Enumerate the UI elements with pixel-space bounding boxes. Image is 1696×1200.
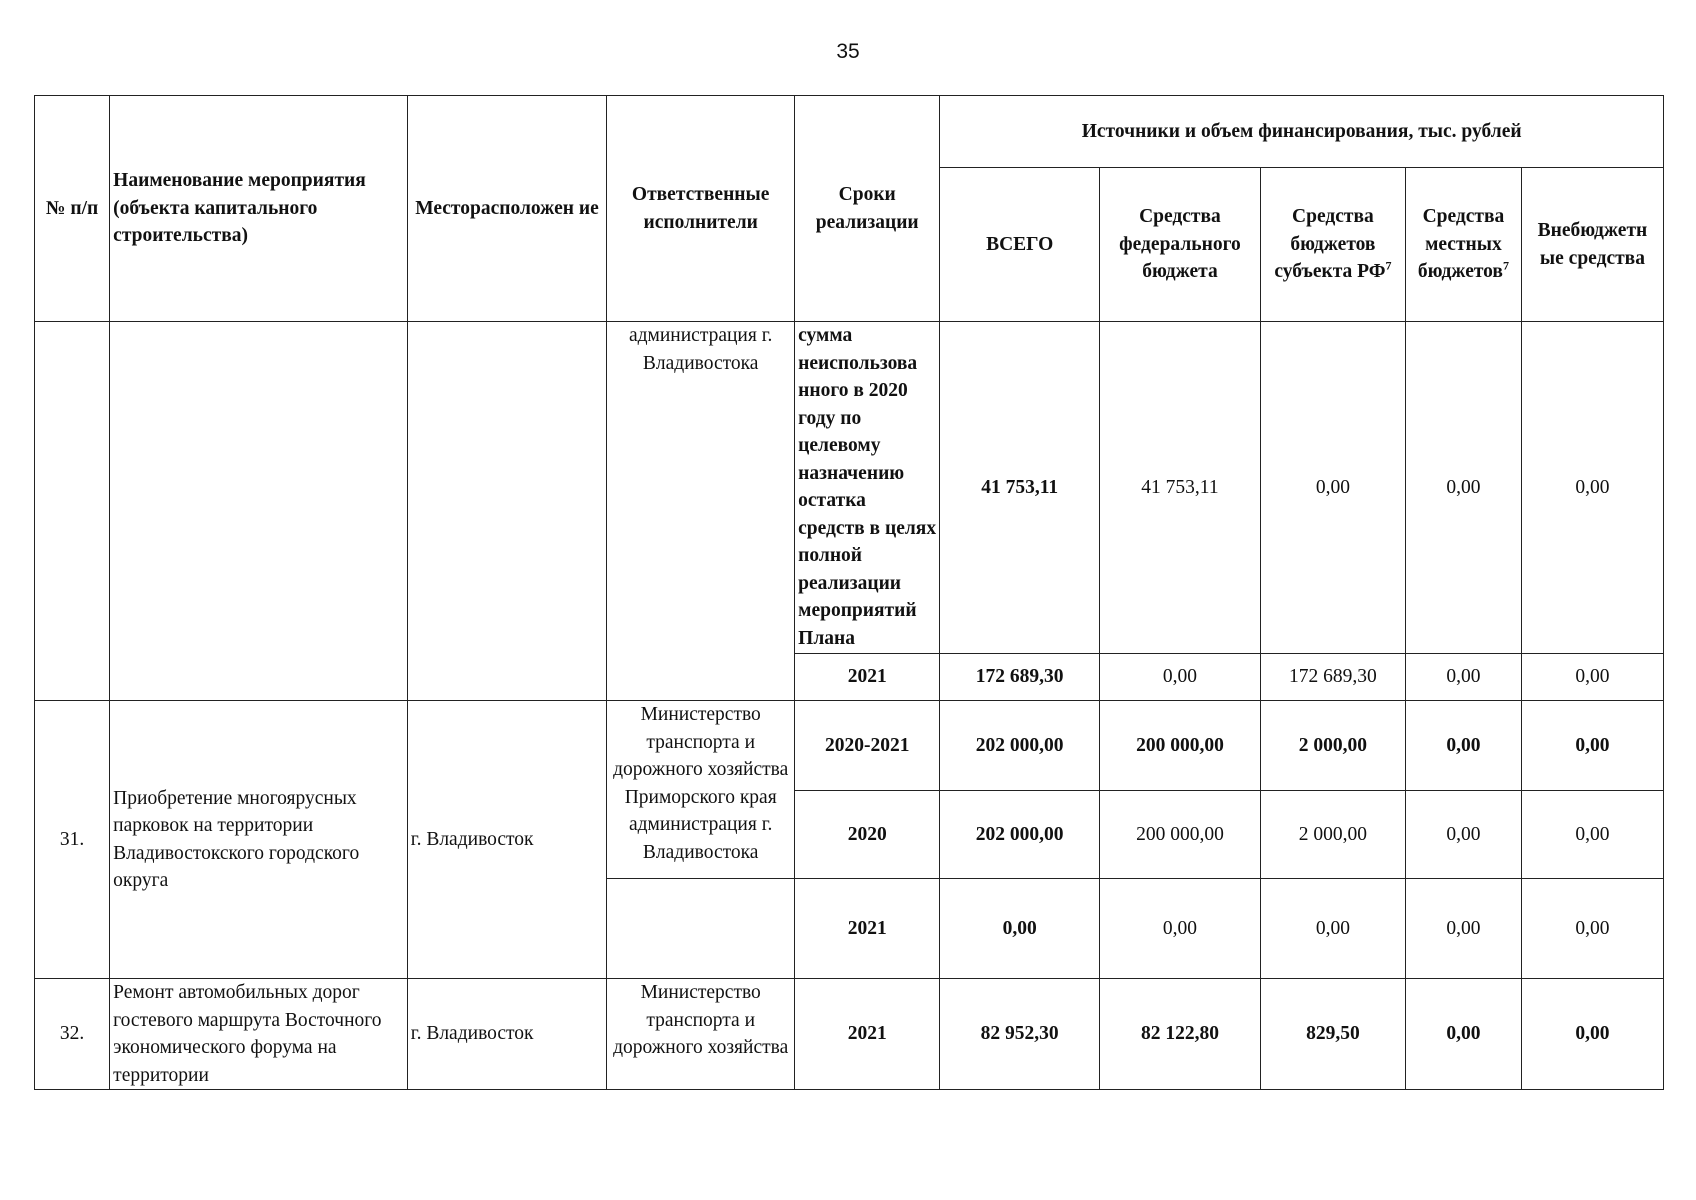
item31-period: 2020-2021: [795, 701, 940, 791]
item32-federal: 82 122,80: [1100, 979, 1261, 1090]
header-period: Сроки реализации: [795, 96, 940, 322]
cont-responsible: администрация г. Владивостока: [607, 322, 795, 701]
item32-local: 0,00: [1405, 979, 1521, 1090]
item32-num: 32.: [35, 979, 110, 1090]
item31-name: Приобретение многоярусных парковок на территории Владивостокского городского округа: [110, 701, 408, 979]
header-extra: Внебюджетн ые средства: [1521, 168, 1663, 322]
cont-federal: 0,00: [1100, 654, 1261, 701]
header-local-label: Средства местных бюджетов: [1417, 206, 1505, 283]
header-location: Месторасположен ие: [407, 96, 606, 322]
item31-responsible-tail: [607, 879, 795, 979]
item31-local: 0,00: [1405, 879, 1521, 979]
cont-extra: 0,00: [1521, 322, 1663, 654]
item31-num: 31.: [35, 701, 110, 979]
item32-name: Ремонт автомобильных дорог гостевого маршрута Восточного экономического форума на территории: [110, 979, 408, 1090]
item31-regional: 0,00: [1260, 879, 1405, 979]
page-number: 35: [836, 40, 860, 63]
item32-total: 82 952,30: [940, 979, 1100, 1090]
cont-federal: 41 753,11: [1100, 322, 1261, 654]
header-sources: Источники и объем финансирования, тыс. рублей: [940, 96, 1664, 168]
cont-name-cell: [110, 322, 408, 701]
cont-regional: 0,00: [1260, 322, 1405, 654]
item32-responsible: Министерство транспорта и дорожного хозяйства: [607, 979, 795, 1090]
item31-extra: 0,00: [1521, 879, 1663, 979]
item32-extra: 0,00: [1521, 979, 1663, 1090]
header-federal: Средства федерального бюджета: [1100, 168, 1261, 322]
item31-total: 202 000,00: [940, 701, 1100, 791]
cont-num-cell: [35, 322, 110, 701]
table-row: [35, 701, 1664, 791]
header-num: № п/п: [35, 96, 110, 322]
item31-local: 0,00: [1405, 701, 1521, 791]
table-row: [35, 979, 1664, 1090]
item31-regional: 2 000,00: [1260, 791, 1405, 879]
footnote-ref: 7: [1502, 258, 1509, 273]
item31-total: 0,00: [940, 879, 1100, 979]
item31-regional: 2 000,00: [1260, 701, 1405, 791]
header-row-1: [35, 96, 1664, 168]
cont-location-cell: [407, 322, 606, 701]
cont-period: сумма неиспользова нного в 2020 году по целевому назначению остатка средств в целях полной реализации мероприятий Плана: [795, 322, 940, 654]
item31-total: 202 000,00: [940, 791, 1100, 879]
footnote-ref: 7: [1385, 258, 1392, 273]
item31-responsible: Министерство транспорта и дорожного хозяйства Приморского края администрация г. Владивостока: [607, 701, 795, 879]
cont-regional: 172 689,30: [1260, 654, 1405, 701]
header-regional: [1260, 168, 1405, 322]
item32-regional: 829,50: [1260, 979, 1405, 1090]
header-local: [1405, 168, 1521, 322]
header-responsible: Ответственные исполнители: [607, 96, 795, 322]
financing-table: [34, 95, 1664, 1090]
table-row: [35, 322, 1664, 654]
item31-period: 2021: [795, 879, 940, 979]
cont-local: 0,00: [1405, 654, 1521, 701]
item31-extra: 0,00: [1521, 701, 1663, 791]
cont-total: 41 753,11: [940, 322, 1100, 654]
cont-local: 0,00: [1405, 322, 1521, 654]
item31-federal: 200 000,00: [1100, 791, 1261, 879]
header-name: Наименование мероприятия (объекта капитального строительства): [110, 96, 408, 322]
item32-period: 2021: [795, 979, 940, 1090]
item31-local: 0,00: [1405, 791, 1521, 879]
item31-period: 2020: [795, 791, 940, 879]
item32-location: г. Владивосток: [407, 979, 606, 1090]
header-regional-label: Средства бюджетов субъекта РФ: [1274, 206, 1386, 283]
item31-extra: 0,00: [1521, 791, 1663, 879]
item31-location: г. Владивосток: [407, 701, 606, 979]
cont-extra: 0,00: [1521, 654, 1663, 701]
cont-period: 2021: [795, 654, 940, 701]
header-total: ВСЕГО: [940, 168, 1100, 322]
cont-total: 172 689,30: [940, 654, 1100, 701]
item31-federal: 200 000,00: [1100, 701, 1261, 791]
item31-federal: 0,00: [1100, 879, 1261, 979]
